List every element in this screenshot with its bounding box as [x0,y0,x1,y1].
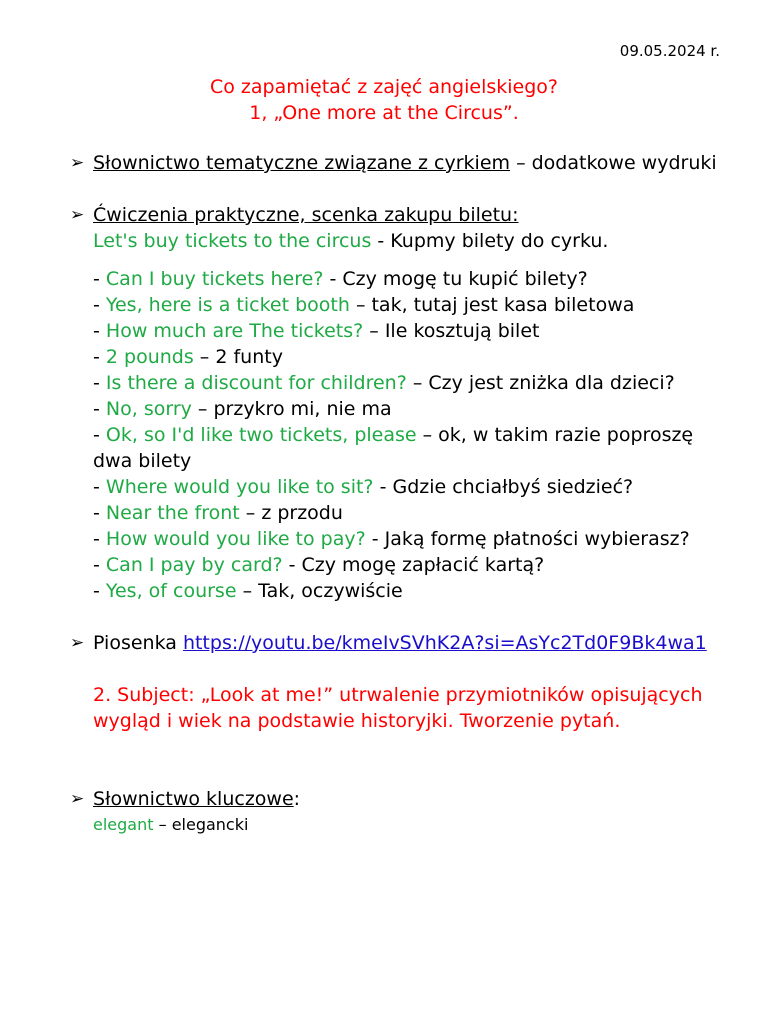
dialogue-polish: – Ile kosztują bilet [363,320,540,342]
dialogue-line [93,396,730,422]
dialogue-line [93,292,730,318]
dialogue-english: Yes, here is a ticket booth [105,294,350,316]
document-body [70,150,730,838]
document-title [0,74,768,126]
vocab-item-polish: – elegancki [153,815,249,834]
dialogue-line [93,266,730,292]
song-label: Piosenka [93,632,183,654]
title-line-1: Co zapamiętać z zajęć angielskiego? [209,76,559,98]
dialogue-dash: - [93,320,106,342]
vocab-item [93,812,730,838]
dialogue-line [93,318,730,344]
dialogue-english: Can I buy tickets here? [105,268,324,290]
dialogue-dash: - [93,502,106,524]
dialogue-polish: – Tak, oczywiście [236,580,403,602]
dialogue-polish: – z przodu [239,502,343,524]
dialogue-dash: - [93,554,106,576]
dialogue-dash: - [93,268,106,290]
dialogue-line [93,344,730,370]
key-vocabulary-heading: Słownictwo kluczowe [93,788,294,810]
dialogue-polish: - Czy mogę zapłacić kartą? [282,554,545,576]
dialogue-line [93,578,730,604]
bullet-song [70,630,730,656]
vocab-item-english: elegant [93,815,154,834]
bullet-vocabulary [70,150,730,176]
arrow-bullet-icon: ➢ [70,789,85,809]
dialogue-english: Ok, so I'd like two tickets, please [105,424,417,446]
dialogue-line [93,552,730,578]
dialogue-polish: – ok, w takim razie poproszę dwa bilety [93,424,694,472]
dialogue-dash: - [93,580,106,602]
dialogue-list [70,266,730,604]
dialogue-polish: - Czy mogę tu kupić bilety? [323,268,588,290]
intro-english: Let's buy tickets to the circus [93,230,372,252]
dialogue-english: Yes, of course [105,580,237,602]
dialogue-dash: - [93,346,106,368]
song-link[interactable]: https://youtu.be/kmeIvSVhK2A?si=AsYc2Td0F9Bk4wa1 [182,632,707,654]
arrow-bullet-icon: ➢ [70,153,85,173]
dialogue-english: Is there a discount for children? [105,372,407,394]
dialogue-dash: - [93,372,106,394]
key-vocabulary-colon: : [293,788,301,810]
dialogue-line [93,500,730,526]
subject-2: 2. Subject: „Look at me!” utrwalenie przymiotników opisujących wygląd i wiek na podstawie historyjki. Tworzenie pytań. [93,684,703,732]
dialogue-polish: - Gdzie chciałbyś siedzieć? [373,476,634,498]
dialogue-english: No, sorry [105,398,192,420]
document-date: 09.05.2024 r. [619,42,720,60]
dialogue-english: 2 pounds [105,346,194,368]
bullet-practice [70,202,730,254]
dialogue-english: Near the front [105,502,240,524]
dialogue-dash: - [93,476,106,498]
dialogue-line [93,370,730,396]
dialogue-polish: - Jaką formę płatności wybierasz? [365,528,690,550]
dialogue-line [93,422,730,474]
dialogue-line [93,474,730,500]
vocabulary-heading: Słownictwo tematyczne związane z cyrkiem [93,152,511,174]
dialogue-line [93,526,730,552]
dialogue-polish: – tak, tutaj jest kasa biletowa [349,294,635,316]
practice-intro [93,228,730,254]
dialogue-english: Where would you like to sit? [105,476,374,498]
arrow-bullet-icon: ➢ [70,633,85,653]
dialogue-polish: – 2 funty [193,346,283,368]
vocabulary-note: – dodatkowe wydruki [510,152,717,174]
title-line-2: 1, „One more at the Circus”. [249,102,519,124]
dialogue-dash: - [93,424,106,446]
dialogue-english: Can I pay by card? [105,554,283,576]
dialogue-dash: - [93,398,106,420]
arrow-bullet-icon: ➢ [70,205,85,225]
bullet-key-vocabulary [70,786,730,838]
intro-polish: - Kupmy bilety do cyrku. [371,230,609,252]
dialogue-english: How would you like to pay? [105,528,366,550]
dialogue-polish: – Czy jest zniżka dla dzieci? [406,372,675,394]
practice-heading: Ćwiczenia praktyczne, scenka zakupu biletu: [93,204,519,226]
dialogue-polish: – przykro mi, nie ma [191,398,392,420]
dialogue-english: How much are The tickets? [105,320,364,342]
dialogue-dash: - [93,294,106,316]
dialogue-dash: - [93,528,106,550]
